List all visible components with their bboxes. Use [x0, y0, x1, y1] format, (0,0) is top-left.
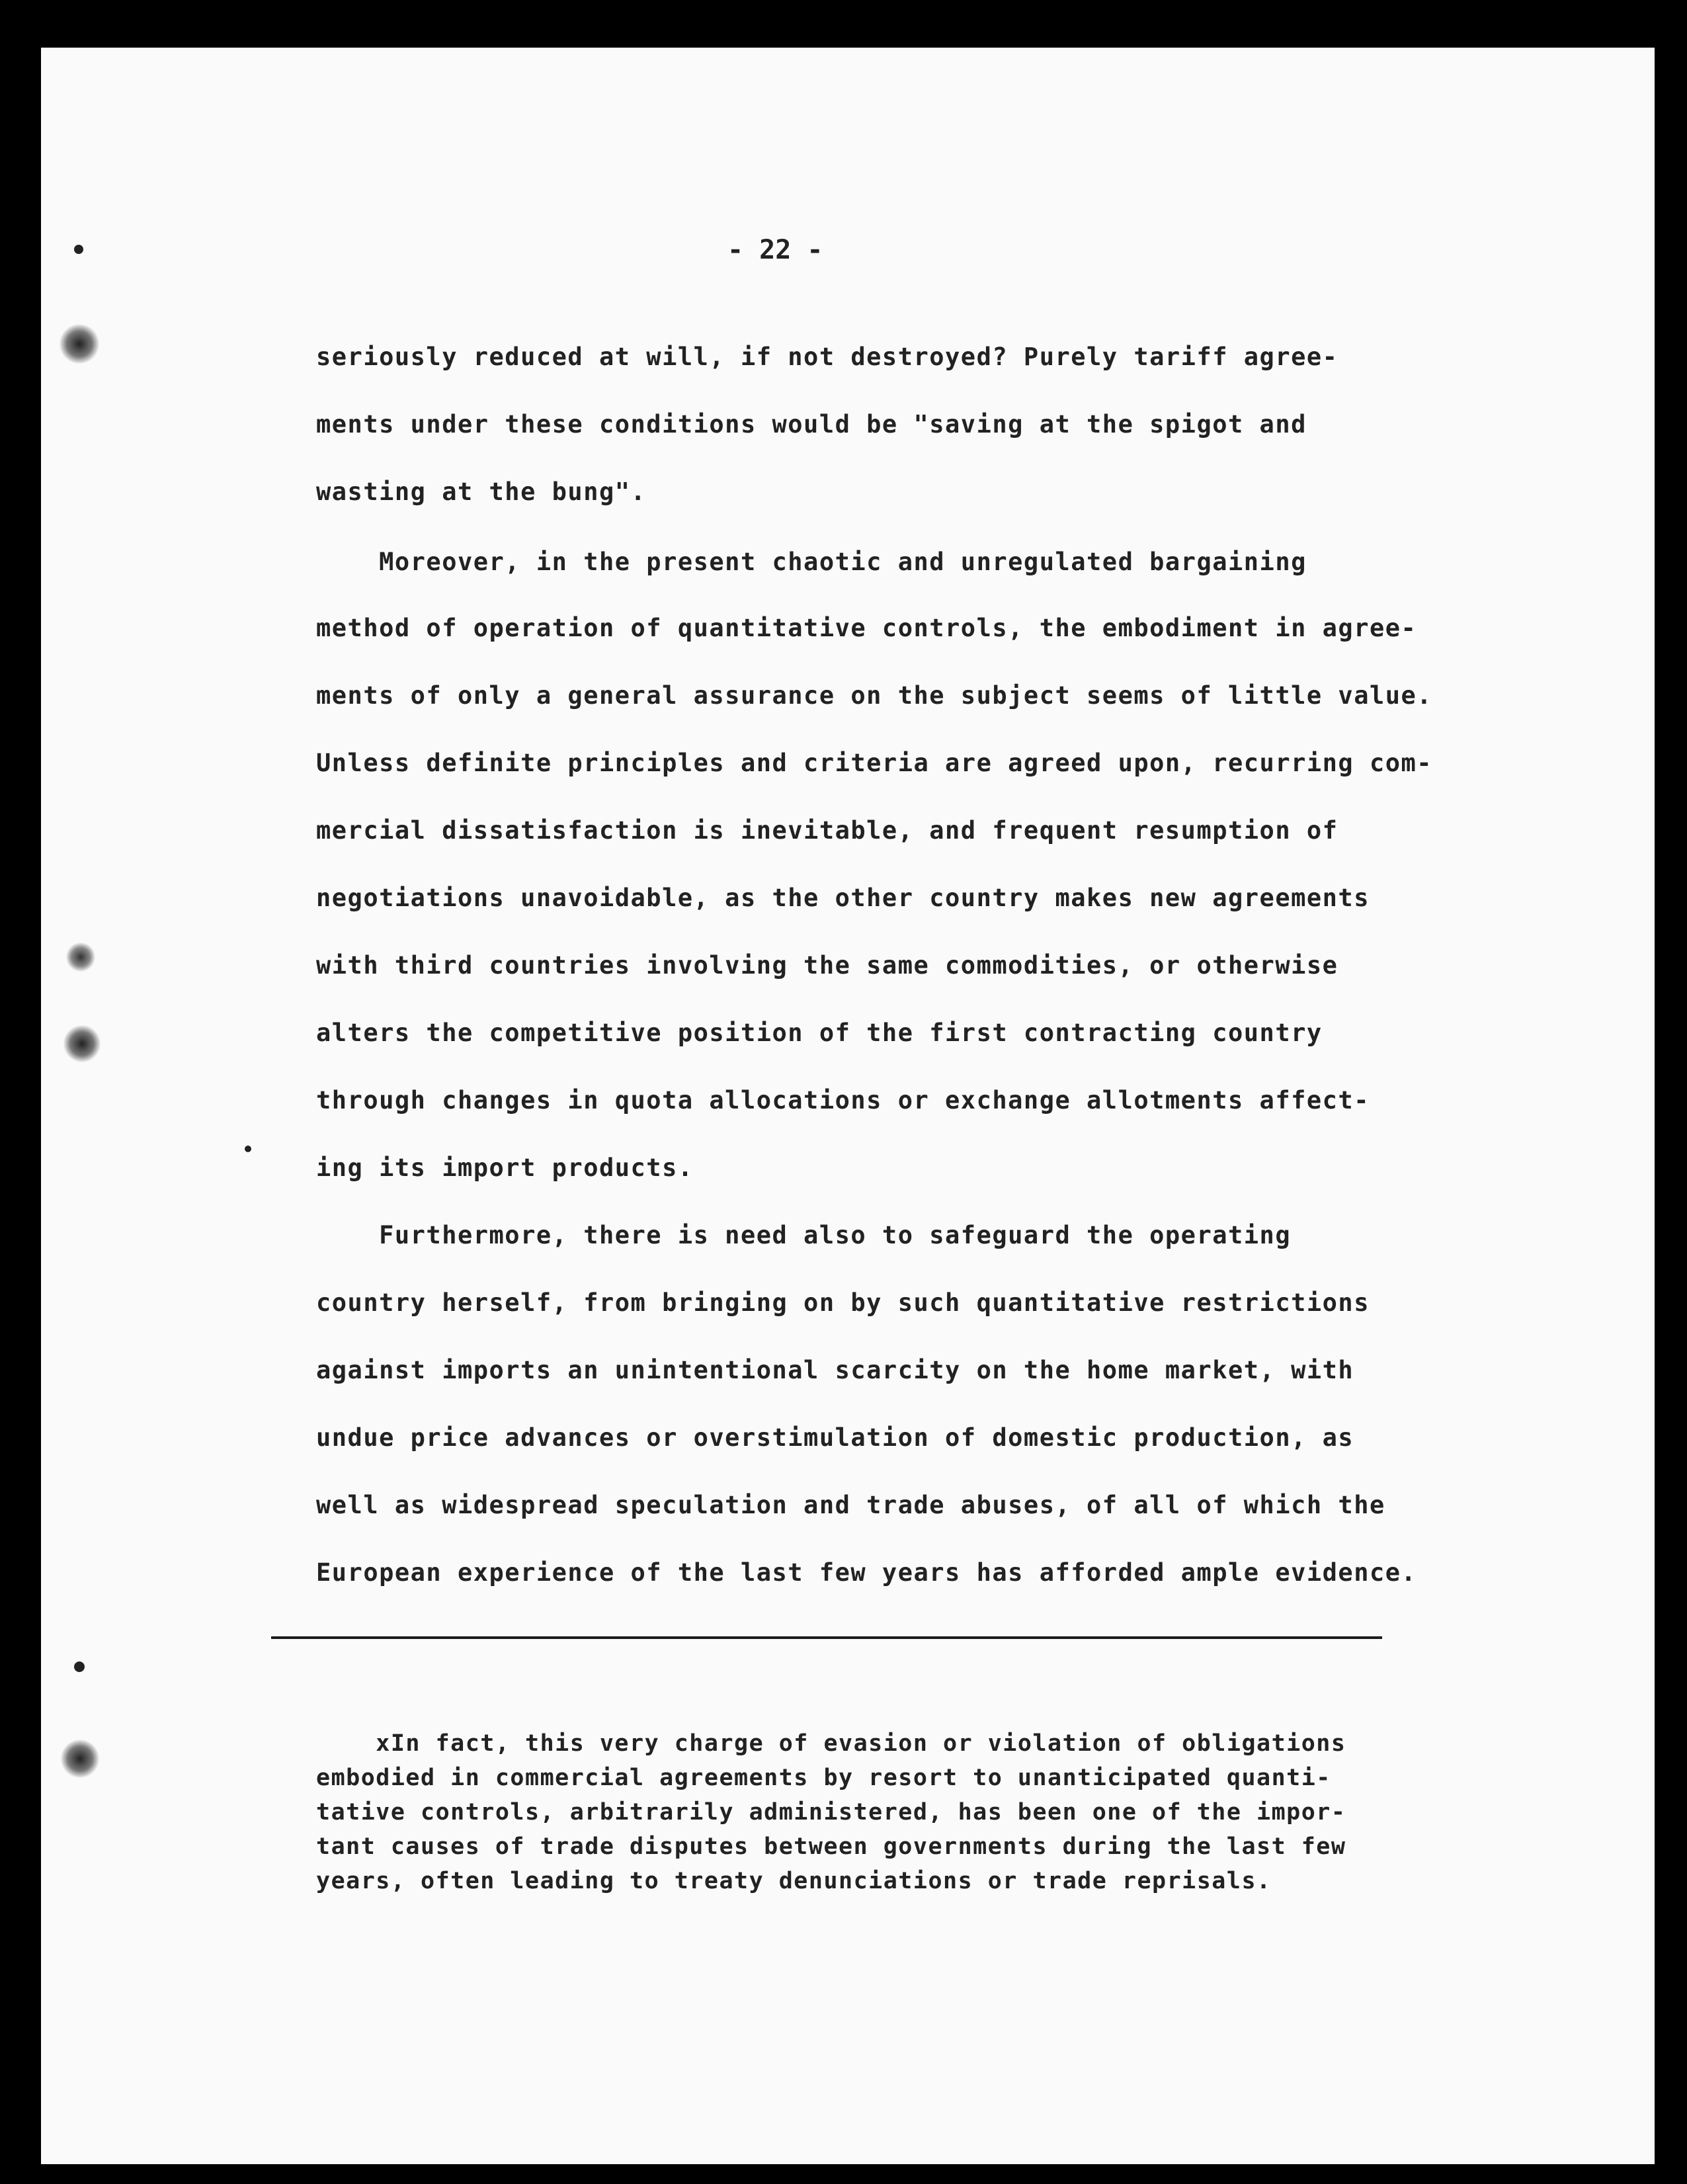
body-line: undue price advances or overstimulation of domestic production, as: [316, 1423, 1354, 1452]
scan-artifact: [61, 1740, 99, 1778]
footnote-divider: [271, 1636, 1382, 1639]
footnote-line: tant causes of trade disputes between governments during the last few: [316, 1833, 1346, 1860]
body-line: European experience of the last few years has afforded ample evidence.: [316, 1558, 1417, 1587]
scan-artifact: [245, 1146, 251, 1152]
body-line: through changes in quota allocations or exchange allotments affect-: [316, 1086, 1370, 1114]
body-line: Furthermore, there is need also to safeguard the operating: [316, 1221, 1292, 1249]
scan-artifact: [66, 943, 95, 972]
footnote-line: tative controls, arbitrarily administered, has been one of the impor-: [316, 1799, 1346, 1826]
body-line: negotiations unavoidable, as the other country makes new agreements: [316, 884, 1370, 912]
body-line: alters the competitive position of the first contracting country: [316, 1019, 1323, 1047]
body-line: country herself, from bringing on by such quantitative restrictions: [316, 1288, 1370, 1317]
scan-artifact: [74, 1661, 85, 1672]
scan-artifact: [74, 245, 83, 254]
scan-artifact: [63, 1025, 101, 1062]
body-line: with third countries involving the same commodities, or otherwise: [316, 951, 1338, 980]
body-line: well as widespread speculation and trade abuses, of all of which the: [316, 1491, 1385, 1519]
footnote-line: years, often leading to treaty denunciations or trade reprisals.: [316, 1868, 1272, 1894]
footnote-line: embodied in commercial agreements by resort to unanticipated quanti-: [316, 1765, 1331, 1791]
body-line: Moreover, in the present chaotic and unregulated bargaining: [316, 548, 1307, 576]
body-line: ing its import products.: [316, 1154, 694, 1182]
body-line: seriously reduced at will, if not destroyed? Purely tariff agree-: [316, 343, 1338, 371]
footnote-line: xIn fact, this very charge of evasion or violation of obligations: [316, 1730, 1346, 1757]
body-line: method of operation of quantitative controls, the embodiment in agree-: [316, 614, 1417, 642]
body-line: ments of only a general assurance on the subject seems of little value.: [316, 681, 1433, 710]
body-line: against imports an unintentional scarcity on the home market, with: [316, 1356, 1354, 1384]
body-line: ments under these conditions would be "saving at the spigot and: [316, 410, 1307, 439]
scan-artifact: [60, 324, 99, 364]
body-line: mercial dissatisfaction is inevitable, and frequent resumption of: [316, 816, 1338, 845]
body-line: wasting at the bung".: [316, 478, 647, 506]
page-number: - 22 -: [727, 235, 823, 265]
body-line: Unless definite principles and criteria are agreed upon, recurring com-: [316, 749, 1433, 777]
